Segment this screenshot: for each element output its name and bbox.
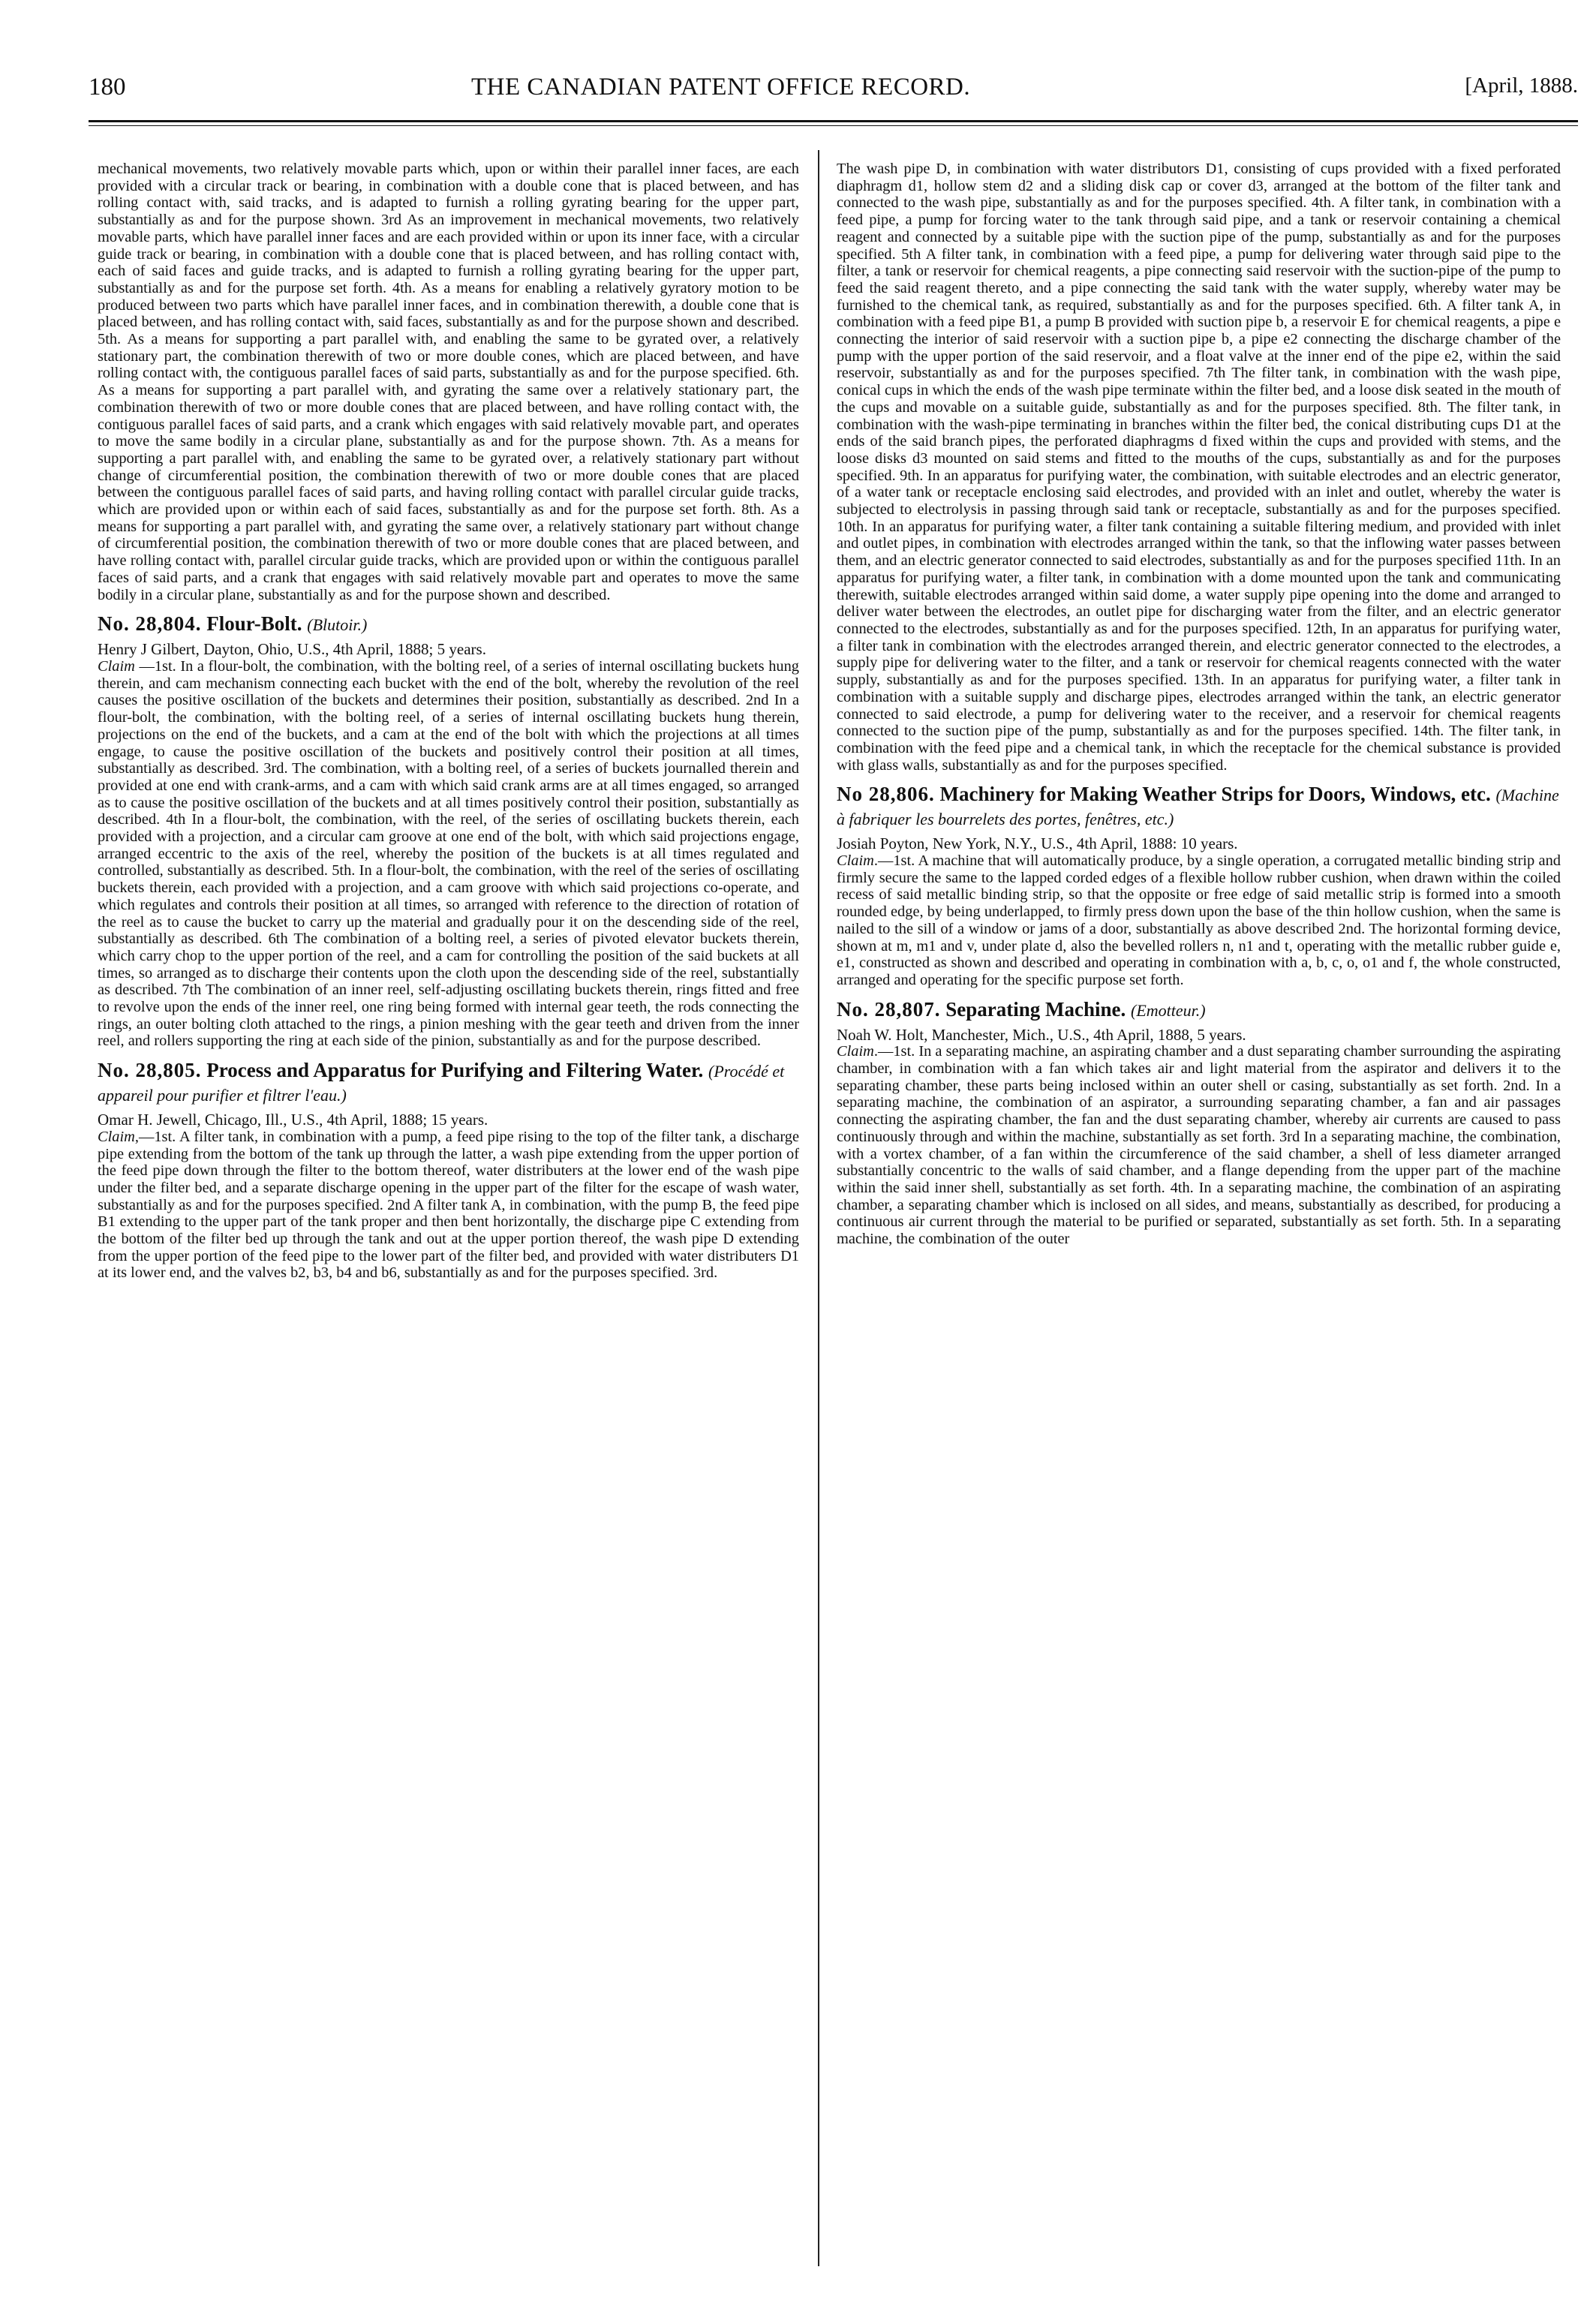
header-rule-thin <box>89 125 1578 126</box>
patent-claims <box>98 658 799 1050</box>
claims-text: —1st. In a flour-bolt, the combination, with the bolting reel, of a series of internal oscillating buckets hung therein, and cam mechanism connecting each bucket with the end of the bolt, whereby the revolution of the reel causes the positive oscillation of the buckets and determines their position, substantially as described. 2nd In a flour-bolt, the combination, with the bolting reel, of a series of internal oscillating buckets hung therein, projections on the end of the buckets, and a cam at the end of the bolt with which the projections at all times engage, to cause the positive oscillation of the buckets and positively control their position at all times, substantially as described. 3rd. The combination, with a bolting reel, of a series of buckets journalled therein and provided at one end with crank-arms, and a cam with which said crank arms are at all times engaged, so arranged as to cause the positive oscillation of the buckets and at all times positively control their position, substantially as described. 4th In a flour-bolt, the combination, with the reel, of the series of oscillating buckets therein, each provided with a projection, and a circular cam groove at one end of the bolt, with which said projections engage, arranged eccentric to the axis of the reel, whereby the position of the buckets is at all times regulated and controlled, substantially as described. 5th. In a flour-bolt, the combination, with the reel of the series of oscillating buckets therein, each provided with a projection, and a cam groove with which said projections co-operate, and which regulates and controls their position at all times, so arranged with reference to the direction of rotation of the reel as to cause the bucket to carry up the material and gradually pour it on the descending side of the reel, substantially as described. 6th The combination of a bolting reel, a series of pivoted elevator buckets therein, which carry chop to the upper portion of the reel, and a cam for controlling the position of the said buckets at all times, so arranged as to discharge their contents upon the cloth upon the descending side of the reel, substantially as described. 7th The combination of an inner reel, self-adjusting oscillating buckets therein, rings fitted and free to revolve upon the ends of the inner reel, one ring being formed with internal gear teeth, the rods connecting the rings, an outer bolting cloth attached to the rings, a pinion meshing with the gear teeth and driven from the inner reel, and rollers supporting the ring at each side of the pinion, substantially as and for the purpose described. <box>98 657 799 1050</box>
patent-heading-28805 <box>98 1059 799 1107</box>
right-column <box>837 161 1561 2262</box>
patent-inventor: Josiah Poyton, New York, N.Y., U.S., 4th April, 1888: 10 years. <box>837 834 1238 853</box>
page-number: 180 <box>89 74 126 101</box>
patent-title: Process and Apparatus for Purifying and Filtering Water. <box>206 1059 704 1082</box>
patent-title: Separating Machine. <box>945 997 1126 1021</box>
column-divider <box>818 150 819 2266</box>
patent-heading-28804 <box>98 612 799 636</box>
claims-text: .—1st. A machine that will automatically produce, by a single operation, a corrugated metallic binding strip and firmly secure the same to the lapped corded edges of a flexible hollow rubber cushion, when drawn within the coiled recess of said metallic binding strip, so that the opposite or free edge of said metallic strip is formed into a smooth rounded edge, by being underlapped, to firmly press down upon the base of the thin hollow cushion, when the same is nailed to the sill of a window or jams of a door, substantially as above described 2nd. The horizontal forming device, shown at m, m1 and v, under plate d, also the bevelled rollers n, n1 and t, operating with the metallic rubber guide e, e1, constructed as shown and described and operating in combination with a, b, c, o, o1 and f, the whole constructed, arranged and operating for the specific purpose set forth. <box>837 852 1561 988</box>
claims-text: .—1st. In a separating machine, an aspirating chamber and a dust separating chamber surrounding the aspirating chamber, in combination with a fan which takes air and light material from the aspirator and delivers it to the separating chamber, these parts being inclosed within an outer shell or casing, substantially as set forth. 2nd. In a separating machine, the combination of an aspirator, a surrounding separating chamber, a fan and air passages connecting the aspirating chamber, the fan and the dust separating chamber, whereby air currents are caused to pass continuously through and within the machine, substantially as set forth. 3rd In a separating machine, the combination, with a vortex chamber, of a fan within the circumference of the said chamber, a shell of less diameter arranged substantially concentric to the walls of said chamber, and a flange depending from the upper part of the machine within the said inner shell, substantially as set forth. 4th. In a separating machine, the combination of an aspirating chamber, a separating chamber which is inclosed on all sides, and means, substantially as described, for producing a continuous air current through the material to be purified or separated, substantially as set forth. 5th. In a separating machine, the combination of the outer <box>837 1043 1561 1248</box>
continued-claims-text: mechanical movements, two relatively movable parts which, upon or within their parallel inner faces, are each provided with a circular track or bearing, in combination with a double cone that is placed between, and has rolling contact with, said tracks, and is adapted to furnish a rolling gyrating bearing for the upper part, substantially as and for the purpose shown. 3rd As an improvement in mechanical movements, two relatively movable parts, which have parallel inner faces and are each provided within or upon its inner face, with a circular guide track or bearing, in combination with a double cone that is placed between, and has rolling contact with, each of said faces and guide tracks, and is adapted to furnish a rolling gyrating bearing for the upper part, substantially as and for the purpose set forth. 4th. As a means for enabling a relatively gyratory motion to be produced between two parts which have parallel inner faces, and in combination therewith, a double cone that is placed between, and has rolling contact with, said faces, substantially as and for the purpose shown and described. 5th. As a means for supporting a part parallel with, and enabling the same to be gyrated over, a relatively stationary part, the combination therewith of two or more double cones, which are placed between, and have rolling contact with, the contiguous parallel faces of said parts, substantially as and for the purpose specified. 6th. As a means for supporting a part parallel with, and gyrating the same over a relatively stationary part, the combination therewith of two or more double cones that are placed between, and have rolling contact with, the contiguous parallel faces of said parts, and a crank which engages with said relatively movable part, and operates to move the same bodily in a circular plane, substantially as and for the purpose shown. 7th. As a means for supporting a part parallel with, and enabling the same to be gyrated over, a relatively stationary part without change of circumferential position, the combination therewith of two or more double cones that are placed between the contiguous parallel faces of said parts, and having rolling contact with parallel circular guide tracks, which are provided upon or within each of said faces, substantially as and for the purpose set forth. 8th. As a means for supporting a part parallel with, and gyrating the same over, a relatively stationary part without change of circumferential position, the combination therewith of two or more double cones that are placed between, and have rolling contact with, parallel circular guide tracks, which are provided upon or within the contiguous parallel faces of said parts, and a crank that engages with said relatively movable part and operates to move the same bodily in a circular plane, substantially as and for the purpose shown and described. <box>98 161 799 603</box>
patent-number: No. 28,807. <box>837 997 941 1021</box>
patent-french-title: (Machine à fabriquer les bourrelets des portes, fenêtres, etc.) <box>837 786 1559 829</box>
left-column <box>98 161 799 2262</box>
patent-claims <box>837 852 1561 989</box>
patent-number: No 28,806. <box>837 783 935 806</box>
journal-title: THE CANADIAN PATENT OFFICE RECORD. <box>471 74 971 101</box>
patent-claims <box>837 1043 1561 1247</box>
patent-title: Flour-Bolt. <box>206 612 302 636</box>
claims-text: ,—1st. A filter tank, in combination with a pump, a feed pipe rising to the top of the filter tank, a discharge pipe extending from the bottom of the tank up through the latter, a wash pipe extending from the upper portion of the feed pipe down through the filter to the bottom thereof, water distributers at the lower end of the wash pipe under the filter bed, and a separate discharge opening in the upper part of the filter for the escape of wash water, substantially as and for the purposes specified. 2nd A filter tank A, in combination, with the pump B, the feed pipe B1 extending to the upper part of the tank proper and then bent horizontally, the discharge pipe C extending from the bottom of the filter bed up through the tank and out at the upper portion thereof, the wash pipe D extending from the upper portion of the feed pipe to the lower part of the filter bed, and provided with water distributers D1 at its lower end, and the valves b2, b3, b4 and b6, substantially as and for the purposes specified. 3rd. <box>98 1128 799 1282</box>
header-rule <box>89 120 1578 122</box>
patent-french-title: (Emotteur.) <box>1131 1000 1206 1020</box>
issue-date: [April, 1888. <box>1465 74 1578 98</box>
patent-heading-28807 <box>837 998 1561 1022</box>
patent-inventor: Henry J Gilbert, Dayton, Ohio, U.S., 4th April, 1888; 5 years. <box>98 640 486 659</box>
patent-french-title: (Blutoir.) <box>307 615 368 635</box>
claim-label: Claim <box>837 1043 874 1060</box>
patent-number: No. 28,805. <box>98 1059 202 1082</box>
patent-claims <box>98 1129 799 1282</box>
patent-heading-28806 <box>837 783 1561 831</box>
claim-label: Claim <box>837 852 874 870</box>
claim-label: Claim <box>98 1128 135 1145</box>
continued-claims-text: The wash pipe D, in combination with water distributors D1, consisting of cups provided with a fixed perforated diaphragm d1, hollow stem d2 and a sliding disk cap or cover d3, arranged at the bottom of the filter tank and connected to the wash pipe, substantially as and for the purposes specified. 4th. A filter tank, in combination with a feed pipe, a pump for forcing water to the tank through said pipe, and a tank or reservoir containing a chemical reagent and connected by a suitable pipe with the suction pipe of the pump, substantially as and for the purposes specified. 5th A filter tank, in combination with a feed pipe, a pump for delivering water through said pipe to the filter, a tank or reservoir for chemical reagents, a pipe connecting said reservoir with the suction-pipe of the pump to feed the said reagent thereto, and a pipe connecting the said tank with the water supply, whereby water may be furnished to the chemical tank, as required, substantially as and for the purposes specified. 6th. A filter tank A, in combination with a feed pipe B1, a pump B provided with suction pipe b, a reservoir E for chemical reagents, a pipe e connecting the interior of said reservoir with a suction pipe b, a pipe e2 connecting the discharge chamber of the pump with the upper portion of the said reservoir, and a float valve at the inner end of the pipe e2, within the said reservoir, substantially as and for the purposes specified. 7th The filter tank, in combination with the wash pipe, conical cups in which the ends of the wash pipe terminate within the filter bed, and a loose disk seated in the mouth of the cups and movable on a suitable guide, substantially as and for the purposes specified. 8th. The filter tank, in combination with the wash-pipe terminating in branches within the filter bed, the conical distributing cups D1 at the ends of the said branch pipes, the perforated diaphragms d fixed within the cups and provided with stems, and the loose disks d3 mounted on said stems and fitted to the mouths of the cups, substantially as and for the purposes specified. 9th. In an apparatus for purifying water, the combination, with suitable electrodes and an electric generator, of a water tank or receptacle enclosing said electrodes, and provided with an inlet and outlet, whereby the water is subjected to electrolysis in passing through said tank or receptacle, substantially as and for the purposes specified. 10th. In an apparatus for purifying water, a filter tank containing a suitable filtering medium, and provided with inlet and outlet pipes, in combination with electrodes arranged within the tank, so that the inflowing water passes between them, and an electric generator connected to said electrodes, substantially as and for the purposes specified 11th. In an apparatus for purifying water, a filter tank, in combination with a dome mounted upon the tank and communicating therewith, suitable electrodes arranged within said dome, a water supply pipe opening into the dome and arranged to deliver water between the electrodes, an outlet pipe for discharging water from the filter, and an electric generator connected to the electrodes, substantially as and for the purposes specified. 12th, In an apparatus for purifying water, a filter tank in combination with the electrodes arranged therein, and electric generator connected to the electrodes, a supply pipe for delivering water to the filter, and a tank or reservoir for chemical reagents connected with the water supply, substantially as and for the purposes specified. 13th. In an apparatus for purifying water, a filter tank in combination with a suitable supply and discharge pipes, electrodes arranged within the tank, an electric generator connected to said electrode, a pump for delivering water to the receiver, and a reservoir for chemical reagents connected to the suction pipe of the pump, substantially as and for the purposes specified. 14th. The filter tank, in combination with the feed pipe and a chemical tank, in which the receptacle for the chemical substance is provided with glass walls, substantially as and for the purposes specified. <box>837 161 1561 774</box>
patent-title: Machinery for Making Weather Strips for Doors, Windows, etc. <box>939 783 1491 806</box>
page-header <box>89 74 1578 116</box>
patent-number: No. 28,804. <box>98 612 202 636</box>
patent-inventor: Noah W. Holt, Manchester, Mich., U.S., 4th April, 1888, 5 years. <box>837 1025 1246 1044</box>
patent-inventor: Omar H. Jewell, Chicago, Ill., U.S., 4th April, 1888; 15 years. <box>98 1111 488 1129</box>
claim-label: Claim <box>98 657 135 675</box>
patent-french-title: (Procédé et appareil pour purifier et filtrer l'eau.) <box>98 1062 785 1105</box>
